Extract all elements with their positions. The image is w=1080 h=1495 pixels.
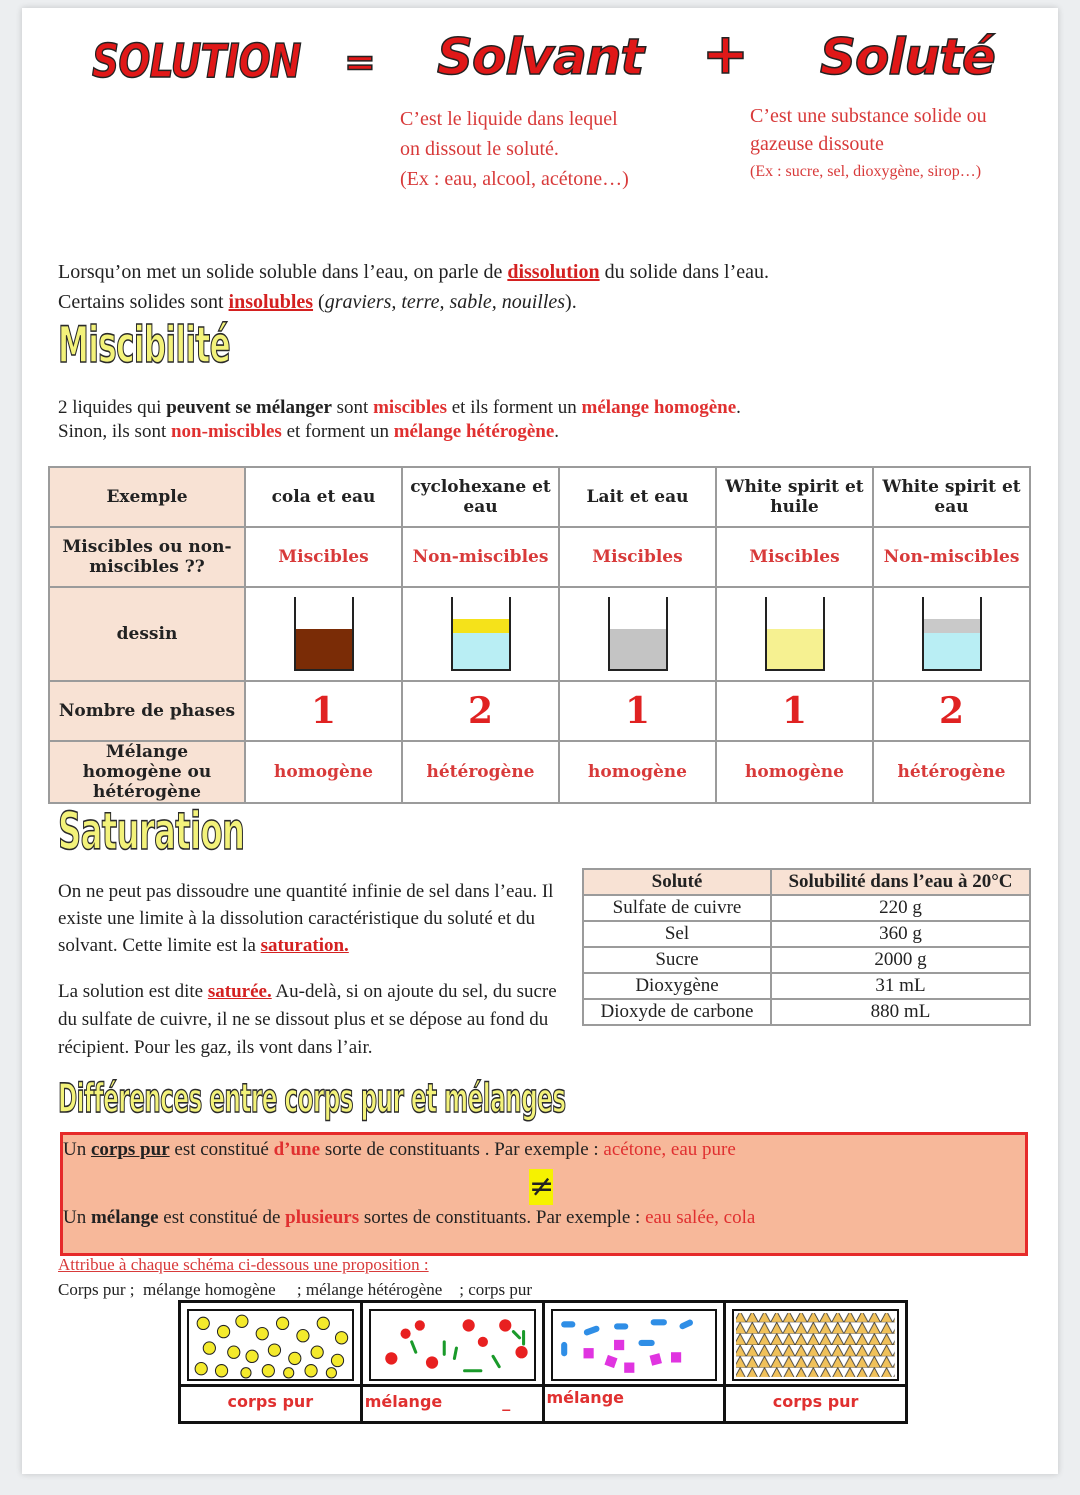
melange-definition: [63, 1207, 755, 1229]
solute-def-line2: gazeuse dissoute: [750, 133, 884, 155]
dissolution-term: dissolution: [507, 261, 600, 283]
example-cell: White spirit et eau: [873, 467, 1030, 527]
text: est constitué: [169, 1139, 274, 1160]
text: non-miscibles: [170, 421, 282, 442]
row-mixture-type: [49, 741, 1030, 803]
pure-triangles-drawing: [734, 1311, 897, 1379]
beaker-drawing: [451, 597, 511, 671]
schema-cell: [181, 1303, 363, 1421]
text: mélange: [90, 1207, 159, 1228]
drawing-cell: [873, 587, 1030, 681]
drawing-cell: [402, 587, 559, 681]
corps-pur-definition: [63, 1139, 736, 1161]
phases-cell: 2: [402, 681, 559, 741]
solvant-definition: [400, 104, 629, 194]
text: ).: [565, 291, 577, 313]
title-solvant: Solvant: [437, 28, 644, 86]
text: Un: [63, 1139, 91, 1160]
phases-cell: 2: [873, 681, 1030, 741]
schema-label: corps pur: [181, 1384, 360, 1421]
liquid-layer-top: [767, 629, 823, 669]
solubility-cell: 220 g: [771, 895, 1030, 921]
beaker-drawing: [294, 597, 354, 671]
solute-cell: Sulfate de cuivre: [583, 895, 771, 921]
pure-flowers-drawing: [189, 1311, 352, 1379]
text: mélange hétérogène: [393, 421, 555, 442]
phases-cell: 1: [559, 681, 716, 741]
solute-cell: Sucre: [583, 947, 771, 973]
example-cell: Lait et eau: [559, 467, 716, 527]
solubility-header-row: [583, 869, 1030, 895]
row-example: [49, 467, 1030, 527]
liquid-layer-top: [296, 629, 352, 669]
title-plus: +: [702, 22, 748, 87]
solute-cell: Sel: [583, 921, 771, 947]
liquid-layer-top: [610, 629, 666, 669]
schema-drawing: [551, 1309, 718, 1381]
type-cell: hétérogène: [873, 741, 1030, 803]
text: peuvent se mélanger: [166, 397, 332, 418]
solvant-def-line3: (Ex : eau, alcool, acétone…): [400, 168, 629, 190]
mixed-red-green-drawing: [371, 1311, 534, 1379]
not-equal-symbol: ≠: [529, 1169, 555, 1204]
text: sortes de constituants. Par exemple :: [359, 1207, 646, 1228]
text: sorte de constituants . Par exemple :: [320, 1139, 604, 1160]
phases-cell: 1: [716, 681, 873, 741]
solute-definition: [750, 102, 987, 186]
mixed-blue-pink-drawing: [553, 1311, 716, 1379]
drawing-cell: [559, 587, 716, 681]
text: .: [554, 421, 560, 442]
drawing-cell: [716, 587, 873, 681]
row-drawing: [49, 587, 1030, 681]
phases-cell: 1: [245, 681, 402, 741]
miscibilite-paragraph: [58, 396, 1018, 444]
text: acétone, eau pure: [603, 1139, 736, 1160]
saturee-term: saturée.: [207, 981, 272, 1002]
miscible-cell: Miscibles: [716, 527, 873, 587]
table-row: [583, 921, 1030, 947]
text: plusieurs: [285, 1207, 360, 1228]
row-header: Exemple: [49, 467, 245, 527]
solubility-table: [582, 868, 1031, 1026]
saturation-term: saturation.: [260, 935, 349, 956]
schema-label: mélange: [364, 1392, 443, 1411]
dash: _: [502, 1392, 511, 1411]
schema-cell: [363, 1303, 545, 1421]
text: corps pur: [90, 1139, 170, 1160]
miscible-cell: Miscibles: [245, 527, 402, 587]
row-header: Nombre de phases: [49, 681, 245, 741]
solvant-def-line2: on dissout le soluté.: [400, 138, 559, 160]
text: miscibles: [373, 397, 447, 418]
title-solution: SOLUTION: [92, 34, 301, 88]
schema-cell: [726, 1303, 905, 1421]
example-cell: cola et eau: [245, 467, 402, 527]
drawing-cell: [245, 587, 402, 681]
row-header: Mélange homogène ou hétérogène: [49, 741, 245, 803]
liquid-layer-bottom: [453, 633, 509, 669]
text: est constitué de: [158, 1207, 286, 1228]
row-header: Miscibles ou non-miscibles ??: [49, 527, 245, 587]
text: Lorsqu’on met un solide soluble dans l’eau, on parle de: [58, 261, 508, 283]
example-cell: cyclohexane et eau: [402, 467, 559, 527]
beaker-drawing: [608, 597, 668, 671]
liquid-layer-top: [924, 619, 980, 633]
row-miscible: [49, 527, 1030, 587]
solubility-cell: 31 mL: [771, 973, 1030, 999]
miscibilite-heading: Miscibilité: [58, 316, 231, 374]
solubility-cell: 880 mL: [771, 999, 1030, 1025]
solute-def-line3: (Ex : sucre, sel, dioxygène, sirop…): [750, 163, 982, 180]
schema-drawing: [369, 1309, 536, 1381]
beaker-drawing: [922, 597, 982, 671]
miscibility-table: [48, 466, 1031, 804]
solute-def-line1: C’est une substance solide ou: [750, 105, 987, 127]
table-row: [583, 947, 1030, 973]
text: du solide dans l’eau.: [599, 261, 770, 283]
liquid-layer-bottom: [924, 633, 980, 669]
schema-cell: [545, 1303, 727, 1421]
text: On ne peut pas dissoudre une quantité infinie de sel dans l’eau. Il existe une limite à la dissolution caractéristique du soluté et du solvant. Cette limite est la: [58, 881, 554, 956]
text: et forment un: [281, 421, 394, 442]
dissolution-paragraph: [58, 257, 1018, 317]
solvant-def-line1: C’est le liquide dans lequel: [400, 108, 618, 130]
type-cell: homogène: [245, 741, 402, 803]
text: et ils forment un: [446, 397, 582, 418]
text: graviers, terre, sable, nouilles: [324, 291, 566, 313]
miscible-cell: Non-miscibles: [873, 527, 1030, 587]
row-phases: [49, 681, 1030, 741]
solubility-cell: 2000 g: [771, 947, 1030, 973]
text: La solution est dite: [58, 981, 208, 1002]
text: Au-delà, si on ajoute du sel, du sucre du sulfate de cuivre, il ne se dissout plus et se dépose au fond du récipient. Pour les gaz, ils vont dans l’air.: [58, 981, 557, 1058]
beaker-drawing: [765, 597, 825, 671]
title-solute: Soluté: [820, 28, 995, 86]
solute-cell: Dioxyde de carbone: [583, 999, 771, 1025]
solubility-cell: 360 g: [771, 921, 1030, 947]
document-page: [22, 8, 1058, 1474]
table-row: [583, 999, 1030, 1025]
schema-label: mélange: [545, 1384, 724, 1421]
row-header: dessin: [49, 587, 245, 681]
text: mélange homogène: [581, 397, 737, 418]
solute-cell: Dioxygène: [583, 973, 771, 999]
schema-label-group: [363, 1384, 542, 1421]
saturation-paragraph-1: [58, 878, 566, 959]
saturation-heading: Saturation: [58, 802, 245, 862]
example-cell: White spirit et huile: [716, 467, 873, 527]
miscible-cell: Miscibles: [559, 527, 716, 587]
column-header: Solubilité dans l’eau à 20°C: [771, 869, 1030, 895]
text: .: [736, 397, 741, 418]
schema-drawing: [732, 1309, 899, 1381]
title-equals: =: [344, 40, 375, 84]
exercise-options: Corps pur ; mélange homogène ; mélange hétérogène ; corps pur: [58, 1280, 532, 1299]
miscible-cell: Non-miscibles: [402, 527, 559, 587]
type-cell: homogène: [716, 741, 873, 803]
type-cell: homogène: [559, 741, 716, 803]
saturation-paragraph-2: [58, 978, 566, 1062]
schema-drawing: [187, 1309, 354, 1381]
text: d’une: [273, 1139, 321, 1160]
liquid-layer-top: [453, 619, 509, 633]
type-cell: hétérogène: [402, 741, 559, 803]
text: sont: [331, 397, 374, 418]
table-row: [583, 895, 1030, 921]
schema-label: corps pur: [726, 1384, 905, 1421]
exercise-instruction: Attribue à chaque schéma ci-dessous une proposition :: [58, 1255, 429, 1274]
text: (: [313, 291, 325, 313]
schema-strip: [178, 1300, 908, 1424]
text: Un: [63, 1207, 91, 1228]
text: Certains solides sont: [58, 291, 229, 313]
text: 2 liquides qui: [58, 397, 167, 418]
column-header: Soluté: [583, 869, 771, 895]
insolubles-term: insolubles: [228, 291, 314, 313]
table-row: [583, 973, 1030, 999]
text: Sinon, ils sont: [58, 421, 171, 442]
text: eau salée, cola: [645, 1207, 756, 1228]
differences-heading: Différences entre corps pur et mélanges: [58, 1076, 566, 1122]
definition-box: [60, 1132, 1028, 1256]
